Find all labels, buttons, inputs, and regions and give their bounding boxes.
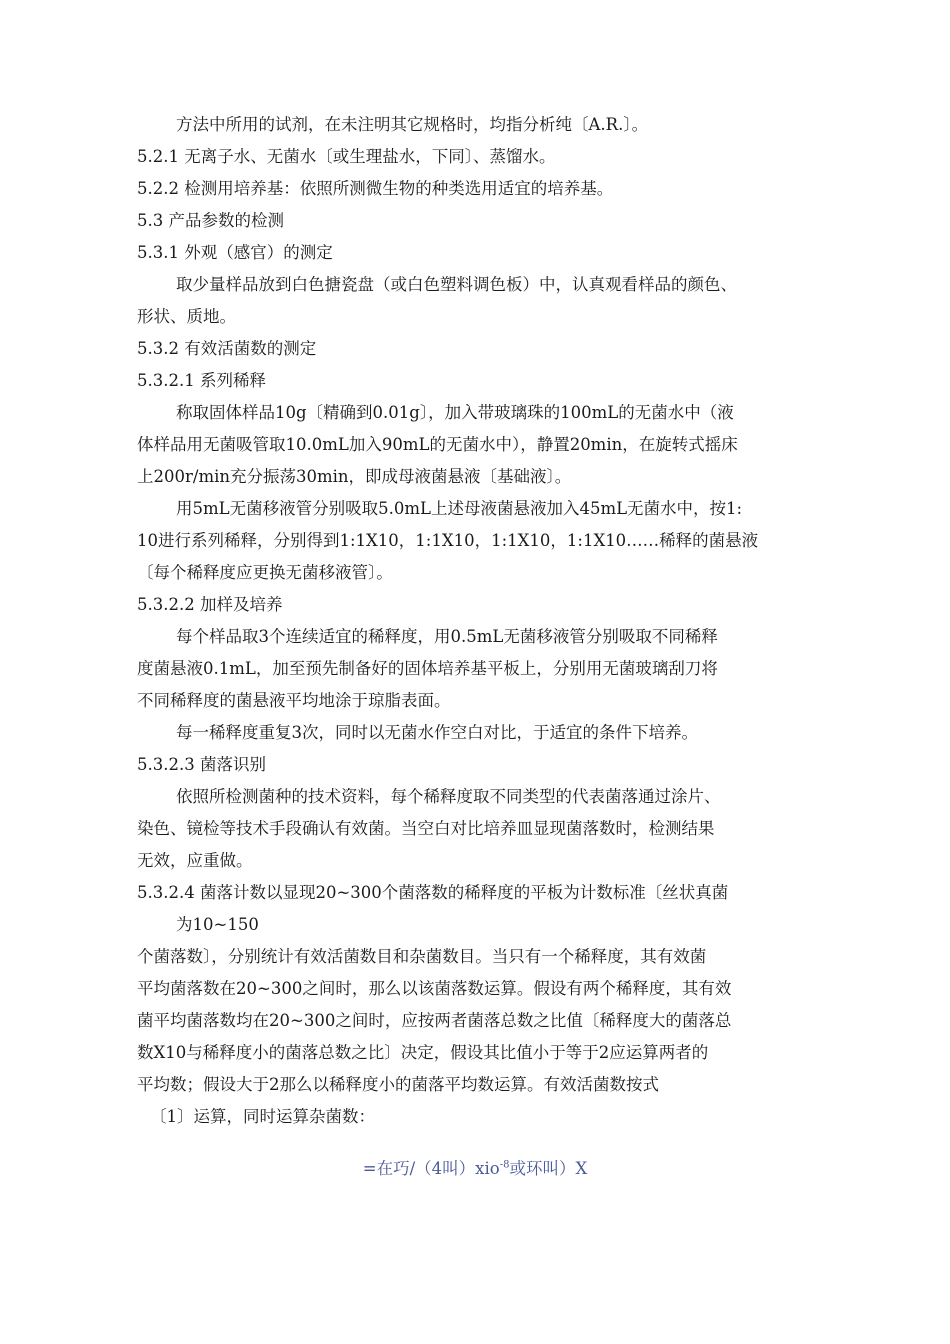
- paragraph-appearance-2: 形状、质地。: [137, 307, 236, 326]
- paragraph-identify-3: 无效，应重做。: [137, 851, 253, 870]
- paragraph-identify-2: 染色、镜检等技术手段确认有效菌。当空白对比培养皿显现菌落数时，检测结果: [137, 819, 715, 838]
- paragraph-sample-1: 每个样品取3个连续适宜的稀释度，用0.5mL无菌移液管分别吸取不同稀释: [176, 627, 718, 646]
- formula-main: =在巧/（4叫）xio: [362, 1159, 500, 1178]
- paragraph-dilution-2: 体样品用无菌吸管取10.0mL加入90mL的无菌水中），静置20min，在旋转式摇床: [137, 435, 738, 454]
- paragraph-repeat: 每一稀释度重复3次，同时以无菌水作空白对比，于适宜的条件下培养。: [176, 723, 698, 742]
- paragraph-sample-2: 度菌悬液0.1mL，加至预先制备好的固体培养基平板上，分别用无菌玻璃刮刀将: [137, 659, 718, 678]
- section-5-2-2: 5.2.2 检测用培养基：依照所测微生物的种类选用适宜的培养基。: [137, 179, 614, 198]
- paragraph-identify-1: 依照所检测菌种的技术资料，每个稀释度取不同类型的代表菌落通过涂片、: [176, 787, 721, 806]
- paragraph-dilution-1: 称取固体样品10g〔精确到0.01g〕，加入带玻璃珠的100mL的无菌水中（液: [176, 403, 734, 422]
- paragraph-count-5: 数X10与稀释度小的菌落总数之比〕决定，假设其比值小于等于2应运算两者的: [137, 1043, 709, 1062]
- paragraph-sample-3: 不同稀释度的菌悬液平均地涂于琼脂表面。: [137, 691, 451, 710]
- paragraph-count-2: 个菌落数〕，分别统计有效活菌数目和杂菌数目。当只有一个稀释度，其有效菌: [137, 947, 707, 966]
- paragraph-count-7: 〔1〕运算，同时运算杂菌数：: [150, 1107, 375, 1126]
- paragraph-count-1: 为10~150: [176, 915, 259, 934]
- section-5-3-2-3-heading: 5.3.2.3 菌落识别: [137, 755, 266, 774]
- paragraph-reagent-note: 方法中所用的试剂，在未注明其它规格时，均指分析纯〔A.R.〕。: [176, 115, 649, 134]
- formula: [0, 1158, 950, 1180]
- section-5-2-1: 5.2.1 无离子水、无菌水〔或生理盐水，下同〕、蒸馏水。: [137, 147, 556, 166]
- section-5-3-heading: 5.3 产品参数的检测: [137, 211, 284, 230]
- section-5-3-2-1-heading: 5.3.2.1 系列稀释: [137, 371, 266, 390]
- paragraph-pipette-2: 10进行系列稀释，分别得到1:1X10，1:1X10，1:1X10，1:1X10……稀释的菌悬液: [137, 531, 759, 550]
- formula-exponent: -8: [499, 1159, 510, 1171]
- section-5-3-2-2-heading: 5.3.2.2 加样及培养: [137, 595, 283, 614]
- section-5-3-2-heading: 5.3.2 有效活菌数的测定: [137, 339, 317, 358]
- section-5-3-2-4: 5.3.2.4 菌落计数以显现20~300个菌落数的稀释度的平板为计数标准〔丝状真菌: [137, 883, 729, 902]
- paragraph-pipette-1: 用5mL无菌移液管分别吸取5.0mL上述母液菌悬液加入45mL无菌水中，按1:: [176, 499, 743, 518]
- paragraph-dilution-3: 上200r/min充分振荡30min，即成母液菌悬液〔基础液〕。: [137, 467, 572, 486]
- paragraph-count-6: 平均数；假设大于2那么以稀释度小的菌落平均数运算。有效活菌数按式: [137, 1075, 659, 1094]
- paragraph-pipette-3: 〔每个稀释度应更换无菌移液管〕。: [137, 563, 393, 582]
- paragraph-appearance-1: 取少量样品放到白色搪瓷盘（或白色塑料调色板）中，认真观看样品的颜色、: [176, 275, 737, 294]
- paragraph-count-4: 菌平均菌落数均在20~300之间时，应按两者菌落总数之比值〔稀释度大的菌落总: [137, 1011, 732, 1030]
- section-5-3-1-heading: 5.3.1 外观（感官）的测定: [137, 243, 333, 262]
- paragraph-count-3: 平均菌落数在20~300之间时，那么以该菌落数运算。假设有两个稀释度，其有效: [137, 979, 732, 998]
- formula-tail: 或环叫）X: [509, 1159, 588, 1178]
